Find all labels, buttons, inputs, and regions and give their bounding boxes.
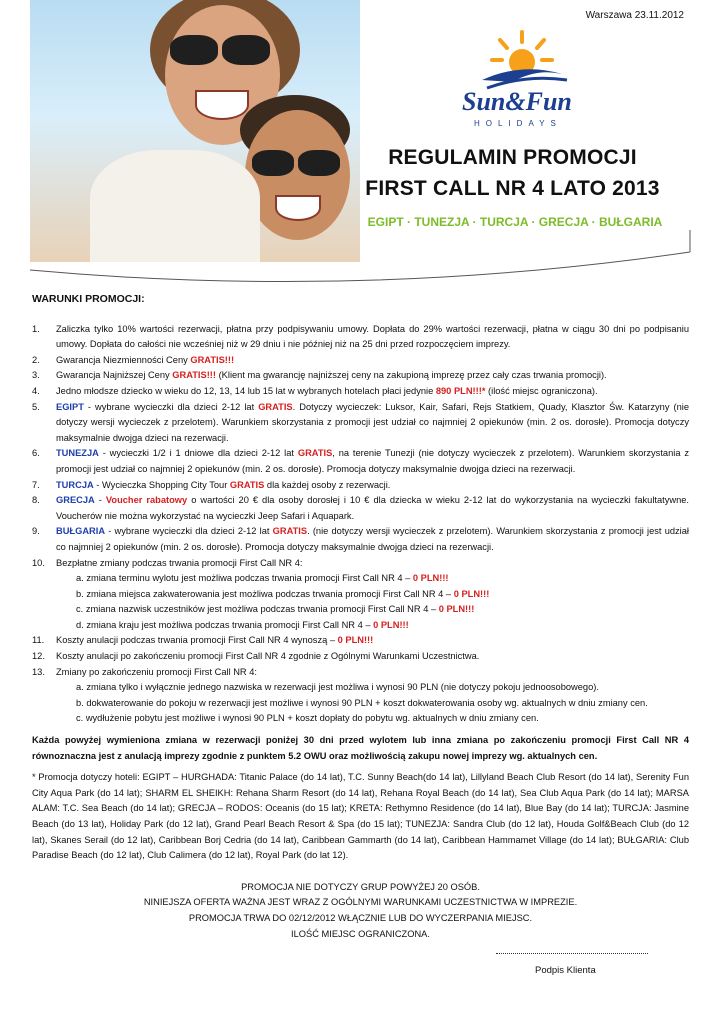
page-title: REGULAMIN PROMOCJI FIRST CALL NR 4 LATO 2013 — [365, 146, 660, 200]
couple-photo — [30, 0, 360, 262]
rule-subitem: a. zmiana tylko i wyłącznie jednego nazwiska w rezerwacji jest możliwa i wynosi 90 PLN (nie dotyczy pokoju jednoosobowego). — [76, 682, 599, 693]
signature-line — [496, 953, 648, 954]
rule-item: 9. BUŁGARIA - wybrane wycieczki dla dzieci 2-12 lat GRATIS. (nie dotyczy wersji wycieczek z przelotem). Warunkiem skorzystania z promocji jest udział co najmniej 2 opiekunów (min. 2 os. dorosłe). Promocja dotyczy maksymalnie dwojga dzieci na rezerwacji. — [32, 526, 689, 552]
destinations-list: EGIPT · TUNEZJA · TURCJA · GRECJA · BUŁGARIA — [367, 215, 663, 229]
logo-subtitle: HOLIDAYS — [474, 119, 562, 128]
document-date: Warszawa 23.11.2012 — [585, 10, 684, 21]
section-title: WARUNKI PROMOCJI: — [32, 293, 145, 305]
rule-item: 4. Jedno młodsze dziecko w wieku do 12, 13, 14 lub 15 lat w wybranych hotelach płaci jedynie 890 PLN!!!* (ilość miejsc ograniczona). — [32, 385, 598, 396]
sun-icon — [482, 32, 567, 88]
rule-item: 3. Gwarancja Najniższej Ceny GRATIS!!! (Klient ma gwarancję najniższej ceny na zakupioną imprezę przez cały czas trwania promocji). — [32, 370, 607, 381]
rule-item: 8. GRECJA - Voucher rabatowy o wartości 20 € dla osoby dorosłej i 10 € dla dziecka w wieku 2-12 lat do wykorzystania na wycieczki fakultatywne. Voucherów nie można wykorzystać na wycieczki Jeep Safari i Aquapark. — [32, 495, 690, 521]
rule-item: 2. Gwarancja Niezmienności Ceny GRATIS!!! — [32, 354, 235, 365]
rule-subitem: b. zmiana miejsca zakwaterowania jest możliwa podczas trwania promocji First Call NR 4 – 0 PLN!!! — [76, 588, 490, 599]
signature-label: Podpis Klienta — [535, 965, 596, 976]
rule-subitem: b. dokwaterowanie do pokoju w rezerwacji jest możliwe i wynosi 90 PLN + koszt dokwaterowania osoby wg. aktualnych w dniu zmiany cen. — [76, 697, 648, 708]
rule-item: 1. Zaliczka tylko 10% wartości rezerwacji, płatna przy podpisywaniu umowy. Dopłata do 29% wartości rezerwacji, płatna w ciągu 30 dni po podpisaniu umowy. Dopłata do całości nie wcześniej niż w 29 dniu i nie później niż na 25 dni przed rozpoczęciem imprezy. — [32, 323, 689, 350]
rules-list — [32, 322, 689, 727]
changes-notice: Każda powyżej wymieniona zmiana w rezerwacji poniżej 30 dni przed wylotem lub inna zmiana po zakończeniu promocji First Call NR 4 równoznaczna jest z anulacją imprezy zgodnie z punktem 5.2 OWU oraz możliwością zakupu nowej imprezy wg. aktualnych cen. — [32, 735, 689, 761]
rule-item: 11. Koszty anulacji podczas trwania promocji First Call NR 4 wynoszą – 0 PLN!!! — [32, 635, 374, 646]
man-sunglasses — [252, 150, 294, 176]
sun-fun-logo — [452, 22, 652, 132]
rule-item: 5. EGIPT - wybrane wycieczki dla dzieci 2-12 lat GRATIS. Dotyczy wycieczek: Luksor, Kair, Safari, Rejs Statkiem, Quady, Klasztor Św. Katarzyny (nie dotyczy wersji wycieczek z przelotem). Warunkiem skorzystania z promocji jest udział co najmniej 2 opiekunów (min. 2 os. dorosłe). Promocja dotyczy maksymalnie dwojga dzieci na rezerwacji. — [32, 401, 689, 443]
rule-subitem: c. zmiana nazwisk uczestników jest możliwa podczas trwania promocji First Call NR 4 – 0 PLN!!! — [76, 604, 475, 615]
rule-item: 12. Koszty anulacji po zakończeniu promocji First Call NR 4 zgodnie z Ogólnymi Warunkami Uczestnictwa. — [32, 651, 480, 662]
woman-sunglasses — [170, 35, 218, 65]
rule-subitem: c. wydłużenie pobytu jest możliwe i wynosi 90 PLN + koszt dopłaty do pobytu wg. aktualnych w dniu zmiany cen. — [76, 713, 539, 724]
decorative-curve — [0, 230, 725, 290]
rule-item: 6. TUNEZJA - wycieczki 1/2 i 1 dniowe dla dzieci 2-12 lat GRATIS, na terenie Tunezji (nie dotyczy wycieczek z przelotem). Warunkiem skorzystania z promocji jest udział co najmniej 2 opiekunów (min. 2 os. dorosłe). Promocja dotyczy maksymalnie dwojga dzieci na rezerwacji. — [32, 448, 689, 474]
rule-subitem: d. zmiana kraju jest możliwa podczas trwania promocji First Call NR 4 – 0 PLN!!! — [76, 619, 409, 630]
terms-content — [32, 292, 689, 942]
logo-wordmark: Sun&Fun — [462, 87, 572, 116]
rule-subitem: a. zmiana terminu wylotu jest możliwa podczas trwania promocji First Call NR 4 – 0 PLN!!! — [76, 573, 449, 584]
rule-item: 13. Zmiany po zakończeniu promocji First Call NR 4: — [32, 666, 257, 677]
hotels-footnote: * Promocja dotyczy hoteli: EGIPT – HURGHADA: Titanic Palace (do 14 lat), T.C. Sunny Beach(do 14 lat), Lillyland Beach Club Resort (do 14 lat), Serenity Fun City Aqua Park (do 14 lat); SHARM EL SHEIKH: Rehana Sharm Resort (do 14 lat), Rehana Royal Beach (do 14 lat), Sea Club Aqua Park (do 14 lat); MARSA ALAM: T.C. Sea Beach (do 14 lat); GRECJA – RODOS: Oceanis (do 15 lat); KRETA: Rethymno Residence (do 14 lat), Blue Bay (do 14 lat); TURCJA: Jasmine Beach (do 13 lat), Holiday Park (do 12 lat), Grand Pearl Beach Resort & Spa (do 15 lat); TUNEZJA: Sandra Club (do 12 lat), Houda Golf&Beach Club (do 12 lat), Skanes Serail (do 12 lat), Caribbean Borj Cedria (do 14 lat), Caribbean Gammarth (do 14 lat), Caribbean Hammamet Village (do 14 lat); BUŁGARIA: Club Paradise Beach (do 12 lat), Club Calimera (do 12 lat), Royal Park (do lat 12). — [32, 772, 689, 861]
footer-notice: PROMOCJA NIE DOTYCZY GRUP POWYŻEJ 20 OSÓB. NINIEJSZA OFERTA WAŻNA JEST WRAZ Z OGÓLNYMI WARUNKAMI UCZESTNICTWA W IMPREZIE. PROMOCJA TRWA DO 02/12/2012 WŁĄCZNIE LUB DO WYCZERPANIA MIEJSC. ILOŚĆ MIEJSC OGRANICZONA. — [143, 881, 578, 939]
rule-item: 7. TURCJA - Wycieczka Shopping City Tour GRATIS dla każdej osoby z rezerwacji. — [32, 479, 391, 490]
rule-item: 10. Bezpłatne zmiany podczas trwania promocji First Call NR 4: — [32, 557, 303, 568]
